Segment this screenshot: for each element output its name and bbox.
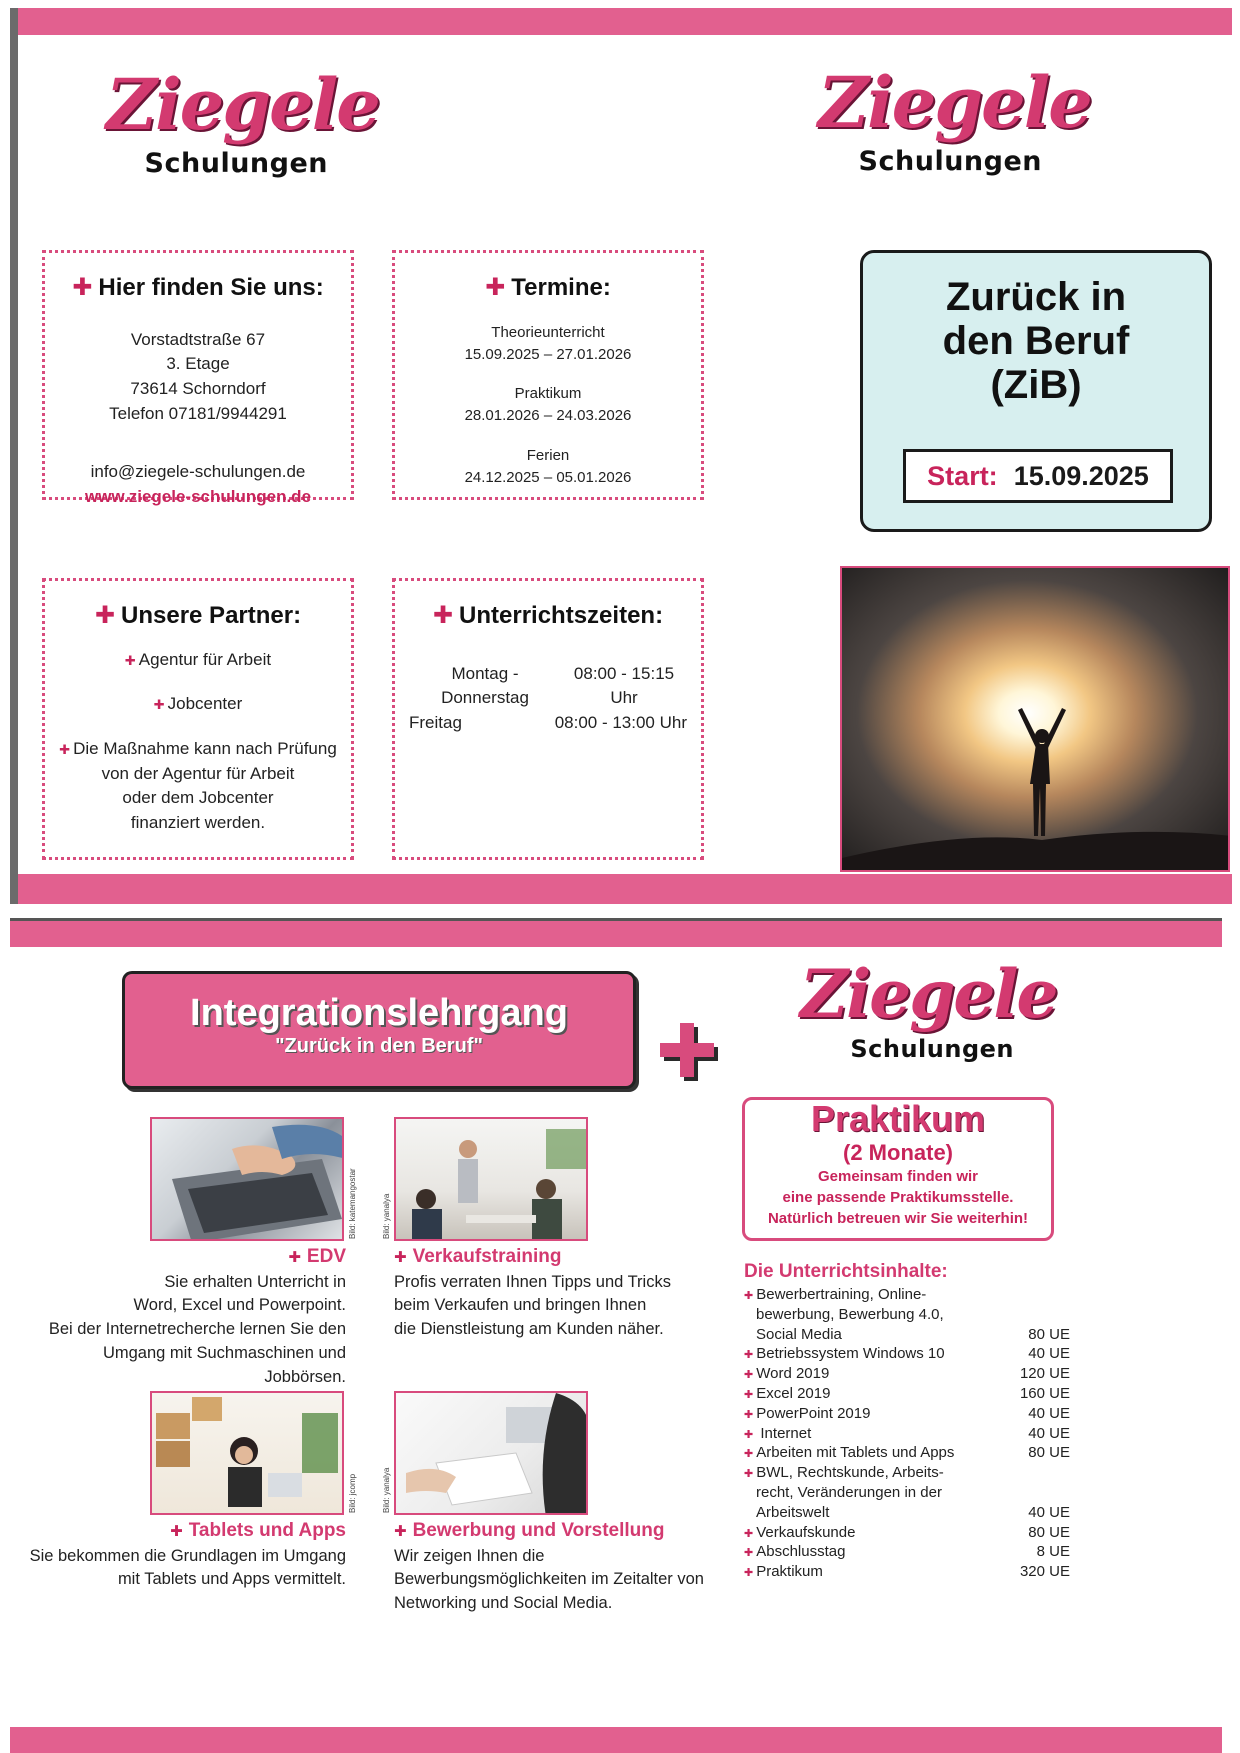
woman-with-tablet-icon xyxy=(152,1393,344,1515)
contents-item xyxy=(744,1463,1014,1483)
contents-item-text: Excel 2019 xyxy=(756,1384,831,1402)
module-tablets xyxy=(20,1517,346,1592)
partner-note: finanziert werden. xyxy=(130,813,266,832)
contents-row xyxy=(744,1483,1070,1503)
partners-heading: Unsere Partner: xyxy=(121,602,302,629)
module-title: Verkaufstraining xyxy=(412,1246,562,1267)
logo xyxy=(818,61,1091,198)
plus-cross-icon: ✚ xyxy=(744,1468,754,1481)
contents-item-text: Word 2019 xyxy=(756,1365,830,1383)
plus-cross-icon: ✚ xyxy=(59,742,71,758)
contents-hours: 160 UE xyxy=(1019,1384,1070,1402)
date-range: 24.12.2025 – 05.01.2026 xyxy=(464,468,632,486)
top-band xyxy=(18,8,1232,35)
plus-cross-icon: ✚ xyxy=(744,1547,754,1560)
contents-item xyxy=(744,1285,1014,1305)
plus-cross-icon: ✚ xyxy=(432,602,454,629)
contents-hours: 40 UE xyxy=(1028,1404,1070,1422)
flyer-inside xyxy=(10,918,1222,1753)
banner-subtitle: "Zurück in den Beruf" xyxy=(275,1035,483,1057)
contents-item-text: Internet xyxy=(756,1424,812,1442)
date-range: 28.01.2026 – 24.03.2026 xyxy=(464,407,632,425)
contents-item xyxy=(744,1305,1014,1325)
plus-cross-icon: ✚ xyxy=(744,1290,754,1302)
contents-hours: 80 UE xyxy=(1028,1325,1070,1343)
plus-cross-icon: ✚ xyxy=(485,274,506,301)
partner-item: Agentur für Arbeit xyxy=(138,649,272,669)
contents-row xyxy=(744,1285,1070,1305)
location-floor: 3. Etage xyxy=(166,354,230,374)
hours-heading: Unterrichtszeiten: xyxy=(459,602,664,629)
module-title: Tablets und Apps xyxy=(188,1520,346,1541)
date-label: Ferien xyxy=(526,446,570,464)
bottom-band xyxy=(10,1727,1222,1753)
sunset-photo xyxy=(840,566,1230,872)
contents-row xyxy=(744,1523,1070,1543)
photo-credit: Bild: yanalya xyxy=(382,1193,391,1239)
contents-item-text: Bewerbertraining, Online- xyxy=(756,1286,927,1303)
contents-hours: 80 UE xyxy=(1028,1523,1070,1541)
hours-time: 08:00 - 13:00 Uhr xyxy=(554,713,687,733)
contents-row xyxy=(744,1305,1070,1325)
plus-cross-icon: ✚ xyxy=(288,1249,301,1266)
contents-item-text: PowerPoint 2019 xyxy=(756,1404,871,1422)
module-text: Bei der Internetrecherche lernen Sie den xyxy=(48,1320,346,1339)
partner-item: Jobcenter xyxy=(167,694,243,714)
plus-cross-icon: ✚ xyxy=(744,1527,754,1540)
contents-item xyxy=(744,1344,1014,1364)
module-application xyxy=(394,1517,734,1616)
contents-item xyxy=(744,1483,1014,1503)
plus-cross-icon: ✚ xyxy=(153,697,165,713)
contents-item xyxy=(744,1443,1014,1463)
tablet-user-photo xyxy=(150,1391,344,1515)
photo-credit: Bild: katemangostar xyxy=(348,1168,357,1239)
contents-item-text: Arbeitswelt xyxy=(756,1503,830,1521)
plus-cross-icon: ✚ xyxy=(744,1448,754,1461)
module-text: Sie bekommen die Grundlagen im Umgang xyxy=(29,1546,346,1565)
module-text: beim Verkaufen und bringen Ihnen xyxy=(394,1296,647,1315)
contents-row xyxy=(744,1424,1070,1444)
hours-box xyxy=(392,578,704,860)
contents-hours xyxy=(1014,1285,1070,1305)
partners-box xyxy=(42,578,354,860)
photo-credit: Bild: yanalya xyxy=(382,1467,391,1513)
start-label: Start: xyxy=(927,460,998,491)
date-label: Praktikum xyxy=(514,385,582,403)
contents-table xyxy=(744,1285,1070,1582)
plus-cross-icon: ✚ xyxy=(394,1523,407,1540)
photo-credit: Bild: jcomp xyxy=(348,1473,357,1513)
logo-script: Ziegele xyxy=(106,63,379,146)
partner-note: oder dem Jobcenter xyxy=(122,788,274,808)
internship-duration: (2 Monate) xyxy=(843,1140,953,1165)
course-title-line: Zurück in xyxy=(945,275,1127,319)
module-title: Bewerbung und Vorstellung xyxy=(412,1520,665,1541)
location-city: 73614 Schorndorf xyxy=(130,379,266,399)
contents-hours xyxy=(1014,1305,1070,1325)
interview-photo xyxy=(394,1391,588,1515)
hours-days: Montag - Donnerstag xyxy=(441,663,529,708)
partner-note: Die Maßnahme kann nach Prüfung xyxy=(73,739,337,759)
module-edv xyxy=(20,1243,346,1390)
banner-title: Integrationslehrgang xyxy=(190,992,568,1034)
module-text: Sie erhalten Unterricht in xyxy=(164,1272,346,1291)
logo-script: Ziegele xyxy=(818,61,1091,144)
internship-text: Gemeinsam finden wir xyxy=(817,1168,979,1185)
bottom-band xyxy=(18,874,1232,904)
contents-item xyxy=(744,1542,1014,1562)
contents-item-text: Betriebssystem Windows 10 xyxy=(756,1345,945,1363)
location-street: Vorstadtstraße 67 xyxy=(130,329,266,349)
contents-item xyxy=(744,1384,1014,1404)
module-text: die Dienstleistung am Kunden näher. xyxy=(394,1320,664,1339)
contents-item xyxy=(744,1404,1014,1424)
module-sales xyxy=(394,1243,724,1342)
plus-cross-icon: ✚ xyxy=(744,1428,754,1441)
contents-item-text: Praktikum xyxy=(756,1563,823,1581)
location-box xyxy=(42,250,354,506)
course-contents xyxy=(744,1261,1070,1582)
big-plus-icon xyxy=(660,1023,720,1083)
internship-text: Natürlich betreuen wir Sie weiterhin! xyxy=(767,1210,1029,1227)
contents-item-text: Social Media xyxy=(756,1325,842,1343)
contents-row xyxy=(744,1542,1070,1562)
hours-row xyxy=(409,711,687,736)
location-heading: Hier finden Sie uns: xyxy=(98,274,324,301)
logo-script: Ziegele xyxy=(800,955,1057,1033)
plus-cross-icon: ✚ xyxy=(72,274,93,301)
internship-box xyxy=(742,1097,1054,1241)
start-date: 15.09.2025 xyxy=(1013,460,1149,491)
logo-subtitle: Schulungen xyxy=(144,148,328,179)
start-date-box xyxy=(903,449,1173,503)
plus-cross-icon: ✚ xyxy=(170,1523,183,1540)
plus-cross-icon: ✚ xyxy=(124,652,136,668)
contents-row xyxy=(744,1562,1070,1582)
plus-cross-icon: ✚ xyxy=(744,1369,754,1382)
contents-hours: 40 UE xyxy=(1028,1345,1070,1363)
hours-row xyxy=(409,662,687,711)
contents-item-text: Verkaufskunde xyxy=(756,1523,856,1541)
contents-item xyxy=(744,1424,1014,1444)
hours-time: 08:00 - 15:15 Uhr xyxy=(573,663,675,708)
contents-hours: 320 UE xyxy=(1019,1563,1070,1581)
course-title-line: den Beruf xyxy=(942,319,1130,363)
contents-hours xyxy=(1014,1483,1070,1503)
contents-item xyxy=(744,1523,1014,1543)
contents-row xyxy=(744,1463,1070,1483)
contents-row xyxy=(744,1404,1070,1424)
contents-heading: Die Unterrichtsinhalte: xyxy=(744,1261,948,1282)
hours-days: Freitag xyxy=(409,713,462,733)
flyer-outside xyxy=(10,8,1232,904)
plus-cross-icon: ✚ xyxy=(94,602,116,629)
course-banner xyxy=(122,971,636,1089)
contents-row xyxy=(744,1325,1070,1345)
location-phone: Telefon 07181/9944291 xyxy=(109,403,287,423)
contents-item-text: bewerbung, Bewerbung 4.0, xyxy=(756,1305,944,1323)
meeting-photo xyxy=(394,1117,588,1241)
course-title-line: (ZiB) xyxy=(990,363,1082,407)
partner-note: von der Agentur für Arbeit xyxy=(101,763,295,783)
contents-hours: 40 UE xyxy=(1028,1503,1070,1521)
module-text: Profis verraten Ihnen Tipps und Tricks xyxy=(394,1272,671,1291)
business-meeting-icon xyxy=(396,1119,588,1241)
logo-subtitle: Schulungen xyxy=(858,146,1042,177)
contents-item-text: recht, Veränderungen in der xyxy=(756,1483,942,1501)
contents-hours: 80 UE xyxy=(1028,1444,1070,1462)
contents-item xyxy=(744,1364,1014,1384)
logo xyxy=(800,955,1057,1081)
contents-row xyxy=(744,1384,1070,1404)
contents-item xyxy=(744,1503,1014,1523)
laptop-photo xyxy=(150,1117,344,1241)
module-title: EDV xyxy=(306,1246,346,1267)
document-handover-icon xyxy=(396,1393,588,1515)
internship-title: Praktikum xyxy=(810,1098,986,1139)
date-label: Theorieunterricht xyxy=(491,323,605,341)
logo-subtitle: Schulungen xyxy=(850,1035,1014,1063)
contents-row xyxy=(744,1344,1070,1364)
plus-cross-icon: ✚ xyxy=(744,1408,754,1421)
dates-heading: Termine: xyxy=(511,274,611,301)
silhouette-person-icon xyxy=(842,568,1230,872)
module-text: Networking und Social Media. xyxy=(394,1594,613,1613)
module-text: Umgang mit Suchmaschinen und Jobbörsen. xyxy=(102,1344,346,1387)
module-text: mit Tablets und Apps vermittelt. xyxy=(117,1570,346,1589)
contents-row xyxy=(744,1364,1070,1384)
plus-cross-icon: ✚ xyxy=(744,1388,754,1401)
module-text: Bewerbungsmöglichkeiten im Zeitalter von xyxy=(394,1570,704,1589)
contents-hours: 120 UE xyxy=(1019,1365,1070,1383)
laptop-keyboard-icon xyxy=(152,1119,344,1241)
dates-box xyxy=(392,250,704,500)
contents-hours: 8 UE xyxy=(1036,1543,1070,1561)
internship-text: eine passende Praktikumsstelle. xyxy=(782,1189,1014,1206)
plus-cross-icon: ✚ xyxy=(394,1249,407,1266)
module-text: Wir zeigen Ihnen die xyxy=(394,1546,545,1565)
contents-hours: 40 UE xyxy=(1028,1424,1070,1442)
contents-row xyxy=(744,1503,1070,1523)
contents-item xyxy=(744,1562,1014,1582)
location-website[interactable]: www.ziegele-schulungen.de xyxy=(84,487,312,506)
logo xyxy=(106,63,379,200)
plus-cross-icon: ✚ xyxy=(744,1567,754,1580)
location-email[interactable]: info@ziegele-schulungen.de xyxy=(90,462,306,482)
module-text: Word, Excel und Powerpoint. xyxy=(133,1296,346,1315)
course-title-box xyxy=(860,250,1212,532)
top-band xyxy=(10,921,1222,947)
contents-row xyxy=(744,1443,1070,1463)
plus-cross-icon: ✚ xyxy=(744,1349,754,1362)
contents-item xyxy=(744,1325,1014,1345)
contents-item-text: Abschlusstag xyxy=(756,1543,846,1561)
contents-hours xyxy=(1014,1463,1070,1483)
contents-item-text: BWL, Rechtskunde, Arbeits- xyxy=(756,1464,944,1482)
date-range: 15.09.2025 – 27.01.2026 xyxy=(464,345,632,363)
contents-item-text: Arbeiten mit Tablets und Apps xyxy=(756,1444,955,1462)
